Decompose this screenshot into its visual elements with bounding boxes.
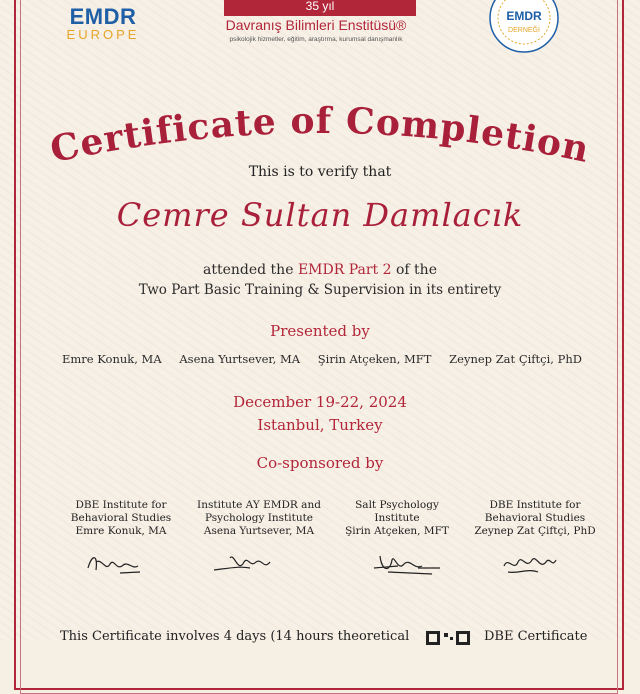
sponsor-line: Psychology Institute — [204, 512, 314, 524]
sponsor-line: Emre Konuk, MA — [75, 525, 167, 537]
cosponsored-heading: Co-sponsored by — [256, 454, 384, 472]
institute-tagline: psikolojik hizmetler, eğitim, araştırma, kurumsal danışmanlık — [229, 36, 403, 43]
sponsor-block — [332, 499, 462, 538]
footer-certificate-label: DBE Certificate — [484, 629, 588, 644]
footer-note: This Certificate involves 4 days (14 hours theoretical — [60, 629, 410, 644]
sponsor-line: Asena Yurtsever, MA — [203, 525, 315, 537]
attended-suffix: of the — [396, 262, 437, 278]
emdr-dernegi-seal — [488, 0, 560, 54]
seal-word: EMDR — [506, 9, 542, 23]
sponsor-line: Behavioral Studies — [70, 512, 172, 524]
emdr-europe-logo-word: EMDR — [69, 4, 137, 29]
sponsor-line: Şirin Atçeken, MFT — [345, 525, 449, 537]
sponsor-line: Zeynep Zat Çiftçi, PhD — [474, 525, 596, 537]
sponsor-block — [194, 499, 324, 538]
sponsor-block — [56, 499, 186, 538]
svg-text:Certificate of Completion — [47, 100, 594, 171]
presenters-list — [62, 352, 582, 366]
seal-sub: DERNEĞİ — [508, 27, 540, 34]
presenter-name: Asena Yurtsever, MA — [179, 352, 301, 366]
verify-text: This is to verify that — [248, 164, 392, 180]
certificate-title-text: Certificate of Completion — [46, 99, 594, 172]
institute-name: Davranış Bilimleri Enstitüsü® — [225, 17, 407, 33]
program-description: Two Part Basic Training & Supervision in its entirety — [138, 282, 502, 298]
sponsor-line: DBE Institute for — [75, 499, 167, 511]
training-dates: December 19-22, 2024 — [233, 393, 407, 411]
sponsor-line: DBE Institute for — [489, 499, 581, 511]
attended-line — [0, 262, 640, 278]
signature-image — [210, 548, 290, 578]
presenter-name: Zeynep Zat Çiftçi, PhD — [449, 352, 582, 366]
training-location: Istanbul, Turkey — [257, 416, 383, 434]
emdr-europe-logo — [62, 6, 144, 48]
anniversary-banner: 35 yıl — [224, 0, 416, 16]
signature-image — [80, 548, 160, 578]
presented-by-heading: Presented by — [270, 322, 370, 340]
presenter-name: Şirin Atçeken, MFT — [317, 352, 432, 366]
qr-code-icon — [426, 631, 470, 675]
attended-prefix: attended the — [203, 262, 294, 278]
sponsor-block — [470, 499, 600, 538]
presenter-name: Emre Konuk, MA — [62, 352, 162, 366]
course-name: EMDR Part 2 — [297, 262, 392, 278]
certificate-title — [0, 84, 640, 174]
signature-image — [498, 548, 578, 578]
signature-image — [368, 548, 448, 578]
emdr-europe-logo-sub: EUROPE — [66, 27, 140, 42]
recipient-name: Cemre Sultan Damlacık — [116, 196, 524, 234]
sponsor-line: Institute AY EMDR and — [197, 499, 321, 511]
sponsor-line: Behavioral Studies — [484, 512, 586, 524]
sponsor-line: Salt Psychology Institute — [355, 499, 439, 524]
sponsors-row — [56, 499, 600, 538]
